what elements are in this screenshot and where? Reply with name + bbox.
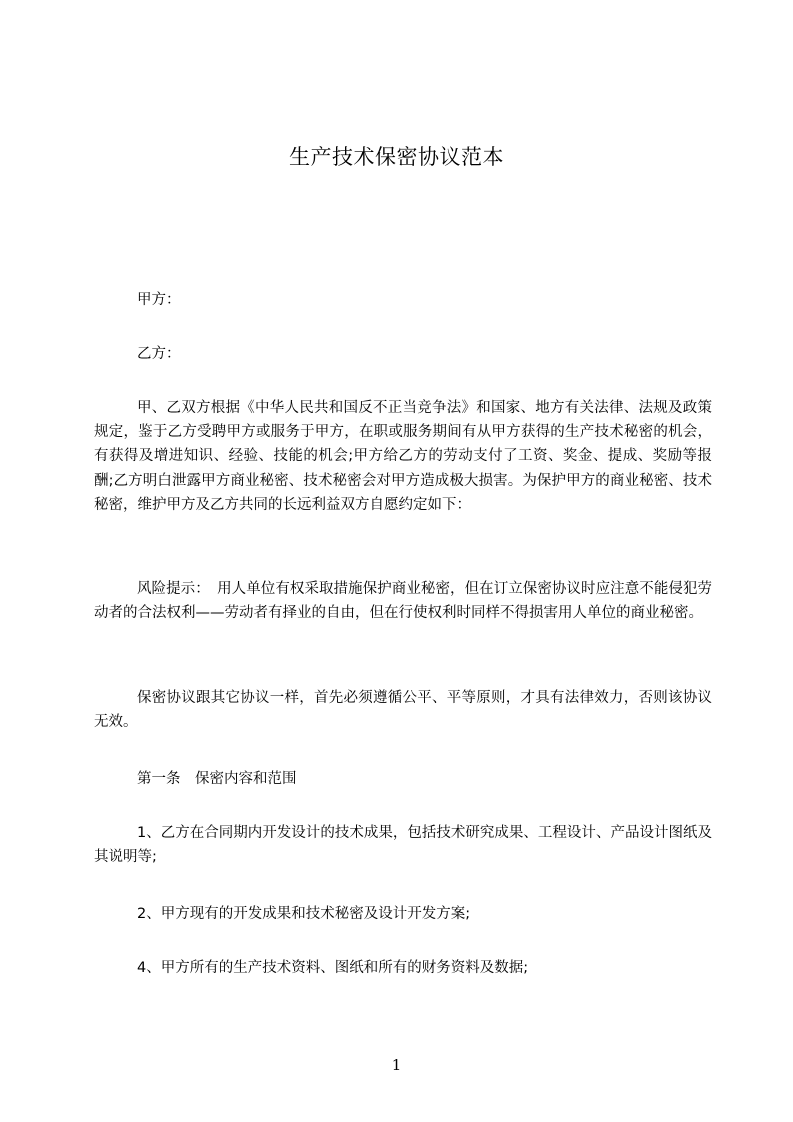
clause-1: 1、乙方在合同期内开发设计的技术成果，包括技术研究成果、工程设计、产品设计图纸及其说明等;	[94, 825, 712, 866]
risk-notice-paragraph: 风险提示： 用人单位有权采取措施保护商业秘密，但在订立保密协议时应注意不能侵犯劳动者的合法权利——劳动者有择业的自由，但在行使权利时同样不得损害用人单位的商业秘密。	[94, 581, 712, 622]
clause-4: 4、甲方所有的生产技术资料、图纸和所有的财务资料及数据;	[137, 960, 529, 976]
party-b-line: 乙方：	[137, 346, 181, 362]
preamble-paragraph: 甲、乙双方根据《中华人民共和国反不正当竞争法》和国家、地方有关法律、法规及政策规定，鉴于乙方受聘甲方或服务于甲方，在职或服务期间有从甲方获得的生产技术秘密的机会，有获得及增进知识、经验、技能的机会;甲方给乙方的劳动支付了工资、奖金、提成、奖励等报酬;乙方明白泄露甲方商业秘密、技术秘密会对甲方造成极大损害。为保护甲方的商业秘密、技术秘密，维护甲方及乙方共同的长远利益双方自愿约定如下：	[94, 400, 712, 513]
document-title: 生产技术保密协议范本	[289, 145, 504, 169]
article-one-heading: 第一条 保密内容和范围	[137, 771, 297, 787]
party-a-line: 甲方：	[137, 292, 181, 308]
clause-2: 2、甲方现有的开发成果和技术秘密及设计开发方案;	[137, 906, 471, 922]
fairness-paragraph: 保密协议跟其它协议一样，首先必须遵循公平、平等原则，才具有法律效力，否则该协议无效。	[94, 690, 712, 731]
page-number: 1	[391, 1056, 402, 1074]
